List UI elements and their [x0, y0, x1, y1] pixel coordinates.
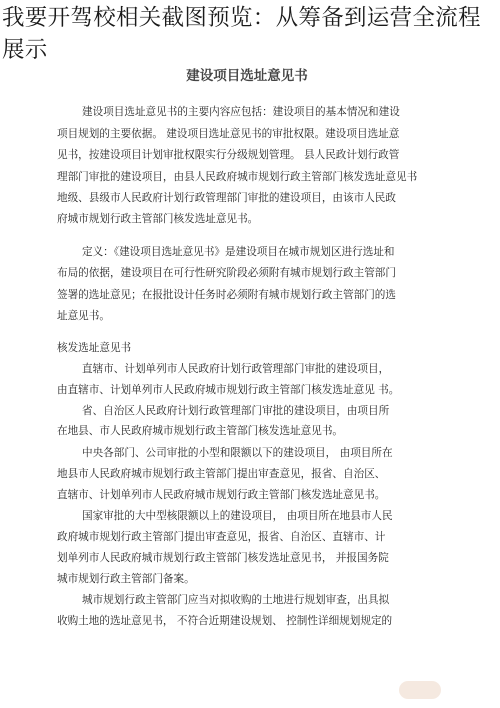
- doc-line: 城市规划行政主管部门备案。: [57, 573, 195, 585]
- doc-line: 在地县、市人民政府城市规划行政主管部门核发选址意见书。: [57, 425, 344, 437]
- doc-line: 城市规划行政主管部门应当对拟收购的土地进行规划审查，出具拟: [82, 594, 390, 606]
- document-title: 建设项目选址意见书: [186, 68, 308, 84]
- doc-line: 直辖市、计划单列市人民政府计划行政管理部门审批的建设项目，: [82, 363, 390, 375]
- doc-line: 政府城市规划行政主管部门提出审查意见，报省、自治区、直辖市、计: [57, 531, 386, 543]
- doc-line: 定义：《建设项目选址意见书》是建设项目在城市规划区进行选址和: [82, 246, 395, 258]
- doc-line: 直辖市、计划单列市人民政府城市规划行政主管部门核发选址意见书。: [57, 489, 386, 501]
- doc-line: 府城市规划行政主管部门核发选址意见书。: [57, 213, 259, 225]
- doc-line: 由直辖市、计划单列市人民政府城市规划行政主管部门核发选址意见 书。: [57, 384, 400, 396]
- doc-line: 签署的选址意见；在报批设计任务时必须附有城市规划行政主管部门的选: [57, 289, 396, 301]
- doc-line: 中央各部门、公司审批的小型和限额以下的建设项目， 由项目所在: [82, 447, 393, 459]
- page-headline: 我要开驾校相关截图预览：从筹备到运营全流程展示: [2, 5, 481, 63]
- doc-line: 址意见书。: [57, 310, 110, 322]
- doc-line: 省、自治区人民政府计划行政管理部门审批的建设项目，由项目所: [82, 405, 390, 417]
- doc-line: 建设项目选址意见书的主要内容应包括：建设项目的基本情况和建设: [82, 106, 400, 118]
- doc-line: 收购土地的选址意见书， 不符合近期建设规划、 控制性详细规划规定的: [57, 615, 393, 627]
- doc-line: 见书，按建设项目计划审批权限实行分级规划管理。 县人民政计划行政管: [57, 149, 400, 161]
- doc-line: 国家审批的大中型核限额以上的建设项目， 由项目所在地县市人民: [82, 510, 393, 522]
- doc-line: 理部门审批的建设项目，由县人民政府城市规划行政主管部门核发选址意见书: [57, 171, 418, 183]
- doc-line: 地级、县级市人民政府计划行政管理部门审批的建设项目，由该市人民政: [57, 192, 396, 204]
- doc-line: 地县市人民政府城市规划行政主管部门提出审查意见，报省、自治区、: [57, 468, 386, 480]
- section-heading: 核发选址意见书: [57, 342, 132, 354]
- doc-line: 项目规划的主要依据。 建设项目选址意见书的审批权限。建设项目选址意: [57, 128, 400, 140]
- doc-line: 布局的依据，建设项目在可行性研究阶段必须附有城市规划行政主管部门: [57, 267, 396, 279]
- watermark-logo: [399, 681, 441, 699]
- doc-line: 划单列市人民政府城市规划行政主管部门核发选址意见书， 并报国务院: [57, 552, 389, 564]
